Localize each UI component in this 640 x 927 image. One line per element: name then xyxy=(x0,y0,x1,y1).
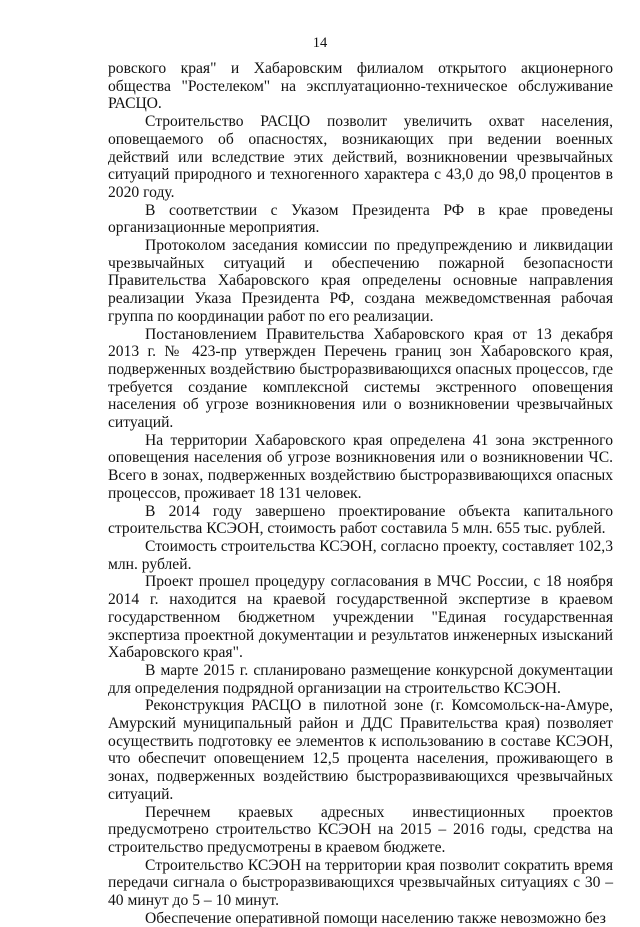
paragraph: В марте 2015 г. спланировано размещение конкурсной документации для определения подрядной организации на строительство КСЭОН. xyxy=(108,661,613,697)
paragraph: Постановлением Правительства Хабаровского края от 13 декабря 2013 г. № 423-пр утвержден Перечень границ зон Хабаровского края, подверженных воздействию быстроразвивающихся опасных процессов, где требуется создание комплексной системы экстренного оповещения населения об угрозе возникновения или о возникновении чрезвычайных ситуаций. xyxy=(108,325,613,432)
paragraph: Протоколом заседания комиссии по предупреждению и ликвидации чрезвычайных ситуаций и обеспечению пожарной безопасности Правительства Хабаровского края определены основные направления реализации Указа Президента РФ, создана межведомственная рабочая группа по координации работ по его реализации. xyxy=(108,237,613,325)
paragraph: Строительство РАСЦО позволит увеличить охват населения, оповещаемого об опасностях, возникающих при ведении военных действий или вследствие этих действий, возникновении чрезвычайных ситуаций природного и техногенного характера с 43,0 до 98,0 процентов в 2020 году. xyxy=(108,113,613,201)
paragraph: Обеспечение оперативной помощи населению также невозможно без xyxy=(145,909,606,927)
paragraph: Проект прошел процедуру согласования в МЧС России, с 18 ноября 2014 г. находится на краевой государственной экспертизе в краевом государственном бюджетном учреждении "Единая государственная экспертиза проектной документации и результатов инженерных изысканий Хабаровского края". xyxy=(108,573,613,662)
paragraph: Перечнем краевых адресных инвестиционных проектов предусмотрено строительство КСЭОН на 2015 – 2016 годы, средства на строительство предусмотрены в краевом бюджете. xyxy=(108,803,613,856)
paragraph: В 2014 году завершено проектирование объекта капитального строительства КСЭОН, стоимость работ составила 5 млн. 655 тыс. рублей. xyxy=(108,502,613,538)
page-number: 14 xyxy=(312,35,328,51)
paragraph: Строительство КСЭОН на территории края позволит сократить время передачи сигнала о быстроразвивающихся чрезвычайных ситуациях с 30 – 40 минут до 5 – 10 минут. xyxy=(108,856,613,910)
document-body xyxy=(108,60,613,927)
paragraph: В соответствии с Указом Президента РФ в крае проведены организационные мероприятия. xyxy=(108,201,613,237)
paragraph: ровского края" и Хабаровским филиалом открытого акционерного общества "Ростелеком" на эксплуатационно-техническое обслуживание РАСЦО. xyxy=(108,60,613,113)
paragraph: Стоимость строительства КСЭОН, согласно проекту, составляет 102,3 млн. рублей. xyxy=(108,537,613,573)
paragraph: На территории Хабаровского края определена 41 зона экстренного оповещения населения об угрозе возникновения или о возникновении ЧС. Всего в зонах, подверженных воздействию быстроразвивающихся опасных процессов, проживает 18 131 человек. xyxy=(108,431,613,502)
paragraph: Реконструкция РАСЦО в пилотной зоне (г. Комсомольск-на-Амуре, Амурский муниципальный район и ДДС Правительства края) позволяет осуществить подготовку ее элементов к использованию в составе КСЭОН, что обеспечит оповещением 12,5 процента населения, проживающего в зонах, подверженных воздействию быстроразвивающихся чрезвычайных ситуаций. xyxy=(108,697,613,803)
